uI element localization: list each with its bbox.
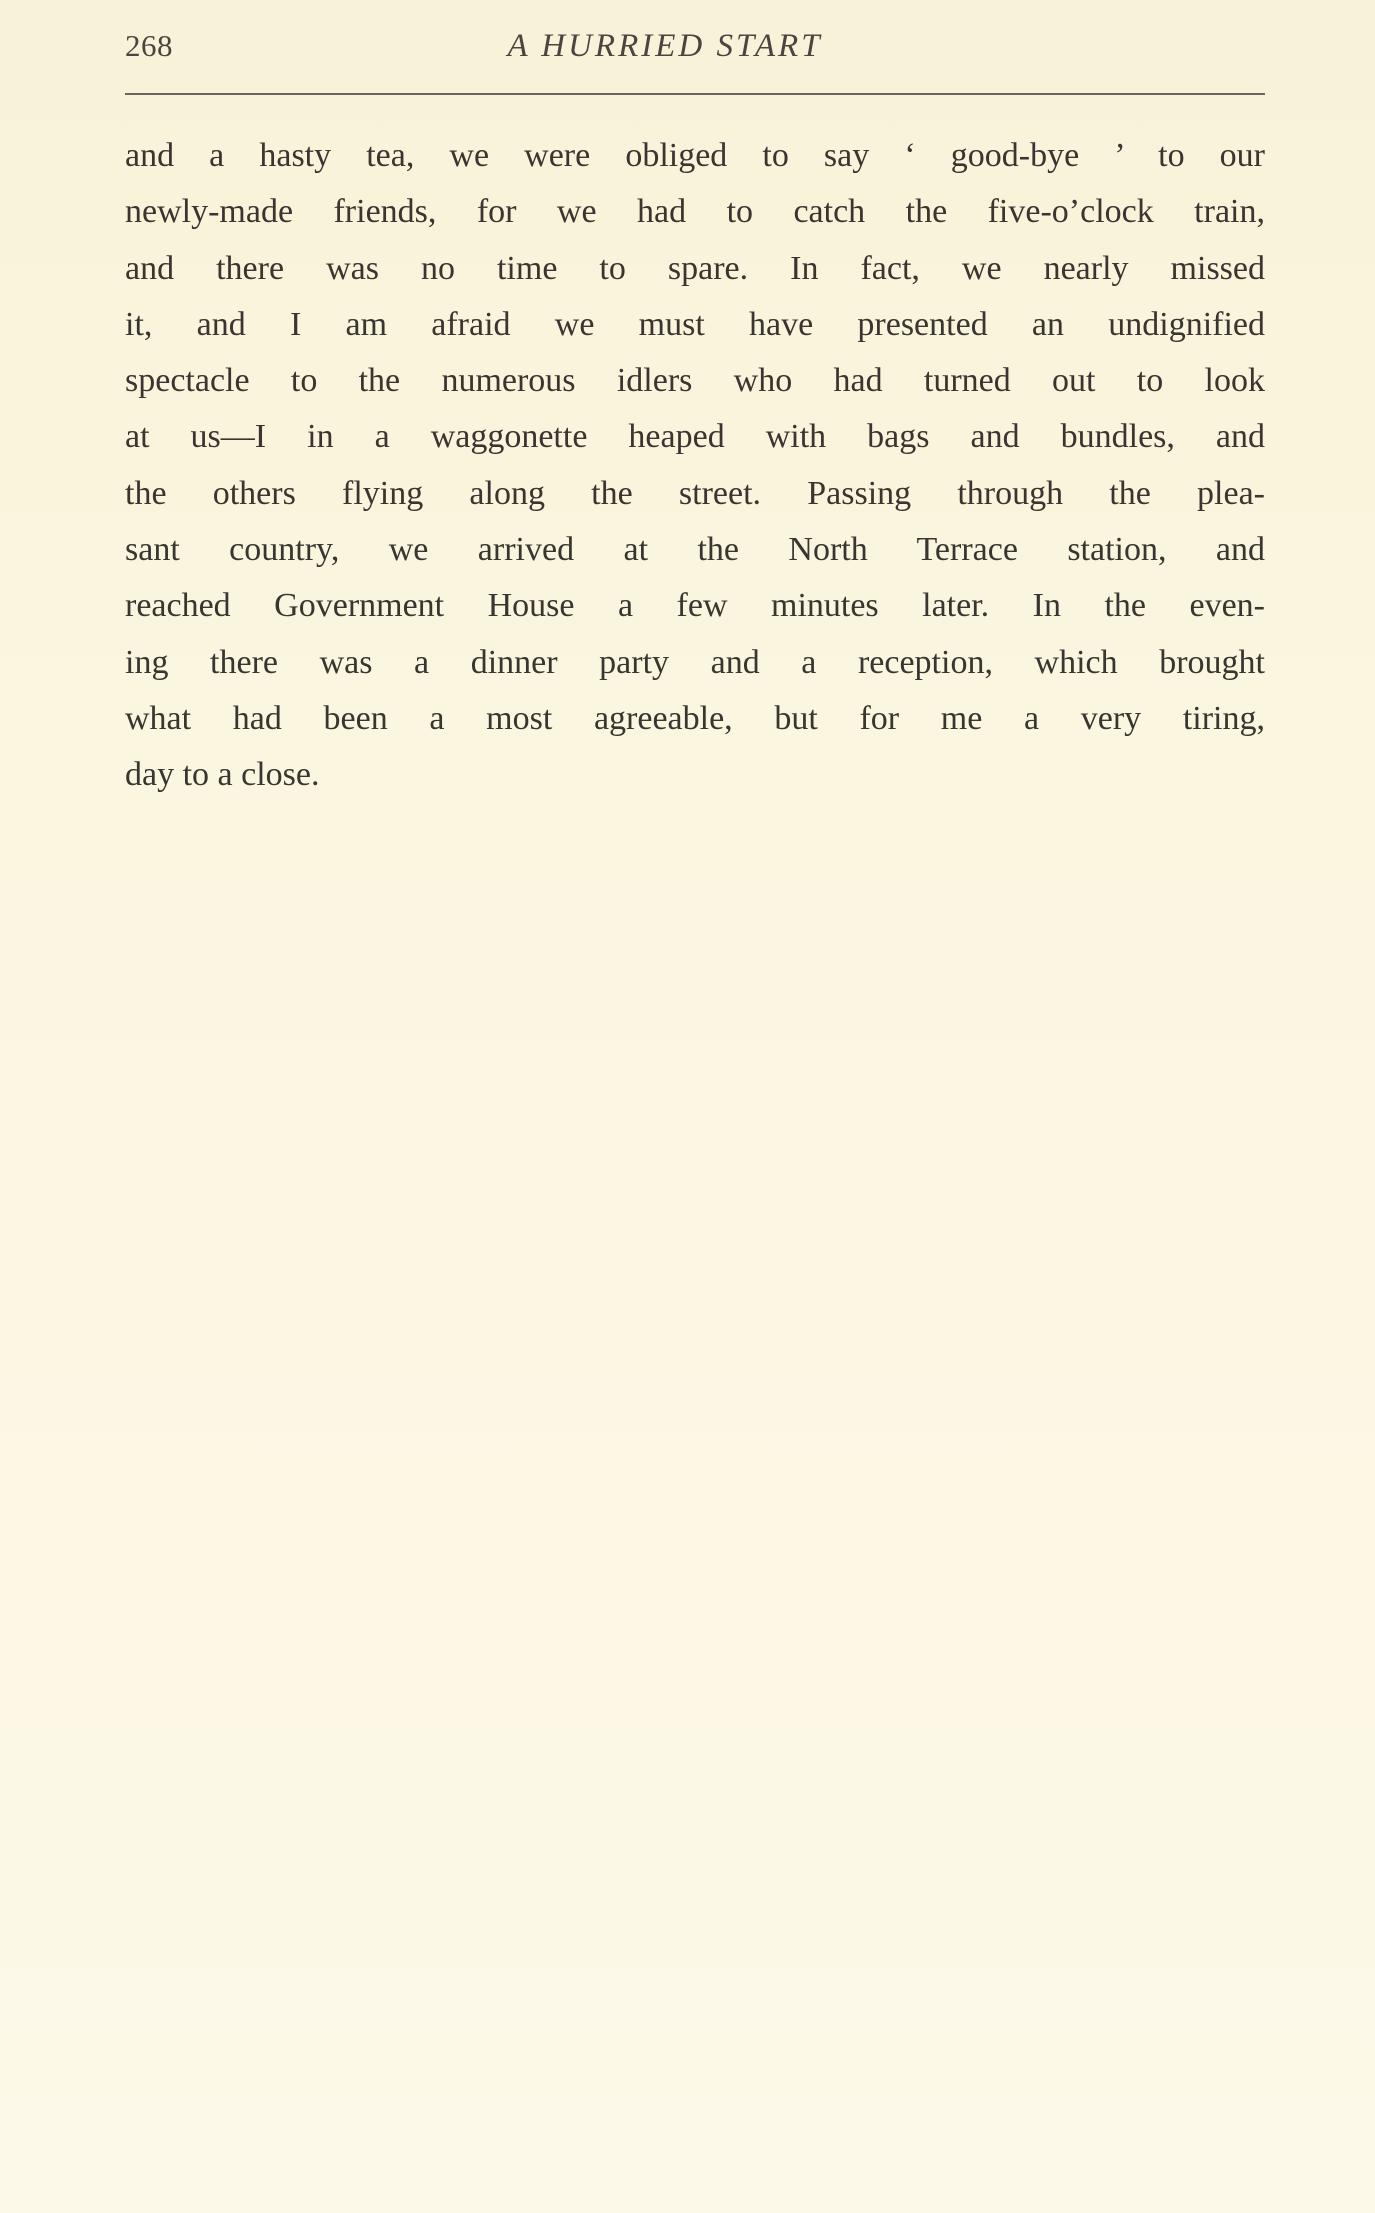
text-line: what had been a most agreeable, but for me a very tiring, (125, 699, 1265, 737)
text-line: spectacle to the numerous idlers who had turned out to look (125, 362, 1265, 400)
text-line: at us—I in a waggonette heaped with bags and bundles, and (125, 418, 1265, 456)
text-line: ing there was a dinner party and a reception, which brought (125, 643, 1265, 681)
text-line: it, and I am afraid we must have presented an undignified (125, 305, 1265, 343)
text-line: sant country, we arrived at the North Terrace station, and (125, 531, 1265, 569)
text-line: newly-made friends, for we had to catch the five-o’clock train, (125, 193, 1265, 231)
page-number: 268 (125, 28, 173, 63)
text-line: and there was no time to spare. In fact, we nearly missed (125, 249, 1265, 287)
text-line: the others flying along the street. Passing through the plea- (125, 474, 1265, 512)
running-title: A HURRIED START (507, 28, 823, 64)
text-line: day to a close. (125, 756, 320, 794)
running-head (125, 28, 1265, 72)
header-rule (125, 93, 1265, 95)
body-paragraph (125, 128, 1265, 804)
text-line: reached Government House a few minutes later. In the even- (125, 587, 1265, 625)
text-line: and a hasty tea, we were obliged to say ‘ good-bye ’ to our (125, 137, 1265, 174)
